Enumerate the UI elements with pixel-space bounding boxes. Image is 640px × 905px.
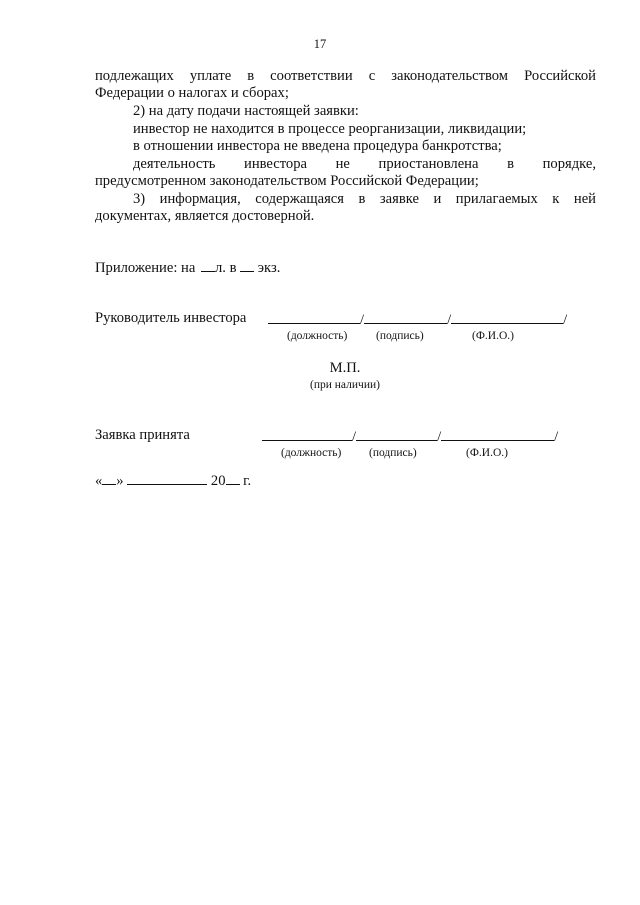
paragraph-line: 2) на дату подачи настоящей заявки:	[133, 103, 359, 119]
paragraph-line: документах, является достоверной.	[95, 208, 315, 224]
attachment-line	[95, 258, 280, 278]
stamp-caption: (при наличии)	[310, 379, 380, 391]
sheets-blank[interactable]	[201, 258, 215, 272]
name-field[interactable]	[441, 427, 554, 441]
stamp-label: М.П.	[329, 360, 361, 376]
head-signature-fields: / / /	[268, 310, 567, 330]
page-number: 17	[313, 37, 327, 51]
date-open-quote: «	[95, 473, 103, 489]
signature-caption: (подпись)	[376, 330, 424, 342]
attachment-prefix: Приложение: на	[95, 260, 196, 276]
name-caption: (Ф.И.О.)	[466, 447, 508, 459]
paragraph-line: предусмотренном законодательством Российской Федерации;	[95, 173, 479, 189]
signature-caption: (подпись)	[369, 447, 417, 459]
signature-field[interactable]	[356, 427, 437, 441]
paragraph-line: инвестор не находится в процессе реорганизации, ликвидации;	[133, 121, 527, 137]
position-field[interactable]	[268, 310, 360, 324]
accepted-fields: / / /	[262, 427, 558, 447]
paragraph-line: в отношении инвестора не введена процедура банкротства;	[133, 138, 502, 154]
accepted-label: Заявка принята	[95, 427, 190, 443]
paragraph-line: деятельность инвестора не приостановлена в порядке,	[133, 156, 596, 172]
name-field[interactable]	[451, 310, 563, 324]
day-field[interactable]	[102, 471, 116, 485]
position-field[interactable]	[262, 427, 352, 441]
position-caption: (должность)	[287, 330, 348, 342]
attachment-mid: л. в	[214, 260, 237, 276]
name-caption: (Ф.И.О.)	[472, 330, 514, 342]
paragraph-line: подлежащих уплате в соответствии с законодательством Российской	[95, 68, 596, 84]
head-signature-label: Руководитель инвестора	[95, 310, 247, 326]
year-prefix: 20	[210, 473, 226, 489]
paragraph-line: Федерации о налогах и сборах;	[95, 85, 289, 101]
year-suffix: г.	[243, 473, 252, 489]
attachment-suffix: экз.	[257, 260, 281, 276]
signature-field[interactable]	[364, 310, 447, 324]
paragraph-line: 3) информация, содержащаяся в заявке и прилагаемых к ней	[133, 191, 596, 207]
month-field[interactable]	[127, 471, 207, 485]
year-field[interactable]	[226, 471, 240, 485]
position-caption: (должность)	[281, 447, 342, 459]
date-close-quote: »	[116, 473, 124, 489]
date-line	[95, 471, 251, 491]
copies-blank[interactable]	[240, 258, 254, 272]
